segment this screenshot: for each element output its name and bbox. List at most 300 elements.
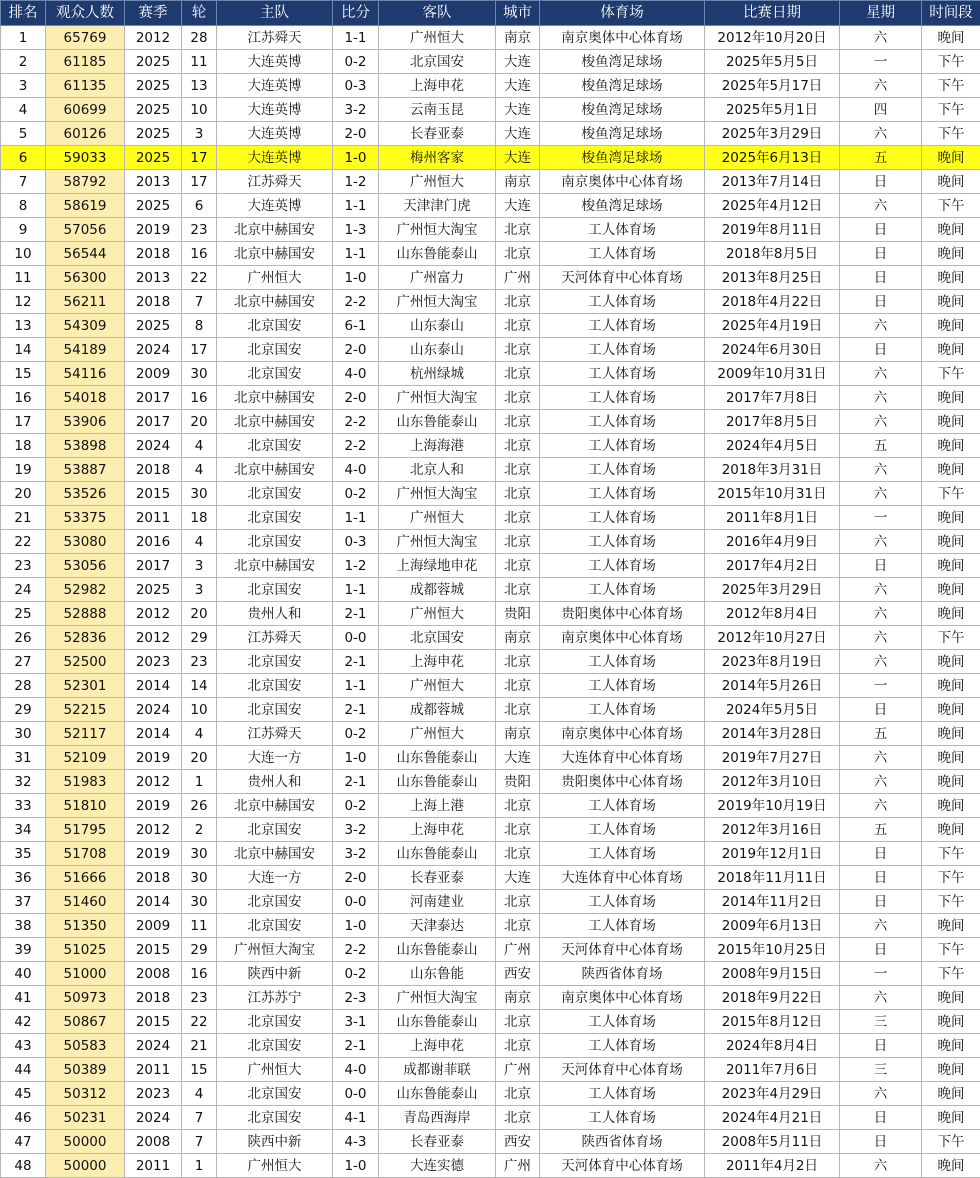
rank-cell[interactable]: 23	[1, 554, 46, 578]
stadium-cell[interactable]: 工人体育场	[540, 650, 705, 674]
round-cell[interactable]: 17	[182, 146, 217, 170]
city-cell[interactable]: 北京	[496, 1010, 540, 1034]
city-cell[interactable]: 大连	[496, 746, 540, 770]
away-team-cell[interactable]: 山东鲁能泰山	[379, 746, 496, 770]
score-cell[interactable]: 3-2	[333, 818, 379, 842]
away-team-cell[interactable]: 北京人和	[379, 458, 496, 482]
rank-cell[interactable]: 24	[1, 578, 46, 602]
weekday-cell[interactable]: 四	[840, 98, 922, 122]
away-team-cell[interactable]: 上海申花	[379, 818, 496, 842]
weekday-cell[interactable]: 六	[840, 914, 922, 938]
season-cell[interactable]: 2017	[125, 554, 182, 578]
score-cell[interactable]: 4-3	[333, 1130, 379, 1154]
time-slot-cell[interactable]: 下午	[922, 890, 980, 914]
date-cell[interactable]: 2012年3月10日	[705, 770, 840, 794]
table-row[interactable]	[1, 218, 980, 242]
round-cell[interactable]: 11	[182, 50, 217, 74]
attendance-cell[interactable]: 54189	[46, 338, 125, 362]
rank-cell[interactable]: 21	[1, 506, 46, 530]
round-cell[interactable]: 13	[182, 74, 217, 98]
attendance-cell[interactable]: 50583	[46, 1034, 125, 1058]
round-cell[interactable]: 4	[182, 1082, 217, 1106]
rank-cell[interactable]: 35	[1, 842, 46, 866]
season-cell[interactable]: 2024	[125, 338, 182, 362]
date-cell[interactable]: 2025年5月17日	[705, 74, 840, 98]
time-slot-cell[interactable]: 晚间	[922, 650, 980, 674]
score-cell[interactable]: 0-0	[333, 890, 379, 914]
attendance-cell[interactable]: 51983	[46, 770, 125, 794]
away-team-cell[interactable]: 长春亚泰	[379, 866, 496, 890]
city-cell[interactable]: 北京	[496, 554, 540, 578]
city-cell[interactable]: 大连	[496, 98, 540, 122]
away-team-cell[interactable]: 广州富力	[379, 266, 496, 290]
col-header-home-team[interactable]: 主队	[217, 1, 333, 26]
stadium-cell[interactable]: 工人体育场	[540, 386, 705, 410]
away-team-cell[interactable]: 天津泰达	[379, 914, 496, 938]
col-header-stadium[interactable]: 体育场	[540, 1, 705, 26]
date-cell[interactable]: 2017年8月5日	[705, 410, 840, 434]
city-cell[interactable]: 广州	[496, 1058, 540, 1082]
date-cell[interactable]: 2011年7月6日	[705, 1058, 840, 1082]
weekday-cell[interactable]: 日	[840, 290, 922, 314]
round-cell[interactable]: 20	[182, 602, 217, 626]
home-team-cell[interactable]: 北京国安	[217, 1034, 333, 1058]
away-team-cell[interactable]: 广州恒大淘宝	[379, 386, 496, 410]
season-cell[interactable]: 2019	[125, 842, 182, 866]
weekday-cell[interactable]: 六	[840, 746, 922, 770]
table-row[interactable]	[1, 890, 980, 914]
score-cell[interactable]: 1-0	[333, 146, 379, 170]
city-cell[interactable]: 北京	[496, 818, 540, 842]
away-team-cell[interactable]: 天津津门虎	[379, 194, 496, 218]
time-slot-cell[interactable]: 晚间	[922, 242, 980, 266]
date-cell[interactable]: 2008年9月15日	[705, 962, 840, 986]
attendance-cell[interactable]: 52836	[46, 626, 125, 650]
home-team-cell[interactable]: 北京国安	[217, 578, 333, 602]
weekday-cell[interactable]: 六	[840, 74, 922, 98]
round-cell[interactable]: 15	[182, 1058, 217, 1082]
season-cell[interactable]: 2025	[125, 98, 182, 122]
away-team-cell[interactable]: 山东鲁能	[379, 962, 496, 986]
round-cell[interactable]: 30	[182, 890, 217, 914]
attendance-cell[interactable]: 61185	[46, 50, 125, 74]
away-team-cell[interactable]: 广州恒大	[379, 674, 496, 698]
home-team-cell[interactable]: 北京中赫国安	[217, 554, 333, 578]
season-cell[interactable]: 2018	[125, 290, 182, 314]
season-cell[interactable]: 2014	[125, 890, 182, 914]
date-cell[interactable]: 2025年5月5日	[705, 50, 840, 74]
attendance-cell[interactable]: 59033	[46, 146, 125, 170]
round-cell[interactable]: 1	[182, 1154, 217, 1178]
weekday-cell[interactable]: 六	[840, 122, 922, 146]
stadium-cell[interactable]: 工人体育场	[540, 698, 705, 722]
stadium-cell[interactable]: 梭鱼湾足球场	[540, 146, 705, 170]
time-slot-cell[interactable]: 晚间	[922, 698, 980, 722]
table-row[interactable]	[1, 194, 980, 218]
away-team-cell[interactable]: 山东鲁能泰山	[379, 938, 496, 962]
score-cell[interactable]: 0-3	[333, 74, 379, 98]
home-team-cell[interactable]: 江苏舜天	[217, 170, 333, 194]
season-cell[interactable]: 2011	[125, 1154, 182, 1178]
score-cell[interactable]: 1-1	[333, 674, 379, 698]
score-cell[interactable]: 2-0	[333, 386, 379, 410]
table-row[interactable]	[1, 50, 980, 74]
date-cell[interactable]: 2019年7月27日	[705, 746, 840, 770]
time-slot-cell[interactable]: 晚间	[922, 506, 980, 530]
time-slot-cell[interactable]: 晚间	[922, 722, 980, 746]
season-cell[interactable]: 2019	[125, 794, 182, 818]
time-slot-cell[interactable]: 下午	[922, 626, 980, 650]
weekday-cell[interactable]: 日	[840, 338, 922, 362]
away-team-cell[interactable]: 云南玉昆	[379, 98, 496, 122]
season-cell[interactable]: 2017	[125, 386, 182, 410]
time-slot-cell[interactable]: 下午	[922, 194, 980, 218]
away-team-cell[interactable]: 上海海港	[379, 434, 496, 458]
weekday-cell[interactable]: 六	[840, 410, 922, 434]
home-team-cell[interactable]: 广州恒大	[217, 1154, 333, 1178]
col-header-away-team[interactable]: 客队	[379, 1, 496, 26]
date-cell[interactable]: 2017年7月8日	[705, 386, 840, 410]
round-cell[interactable]: 3	[182, 578, 217, 602]
weekday-cell[interactable]: 六	[840, 1154, 922, 1178]
round-cell[interactable]: 23	[182, 650, 217, 674]
home-team-cell[interactable]: 北京国安	[217, 698, 333, 722]
weekday-cell[interactable]: 一	[840, 674, 922, 698]
home-team-cell[interactable]: 北京国安	[217, 674, 333, 698]
attendance-cell[interactable]: 65769	[46, 26, 125, 50]
season-cell[interactable]: 2025	[125, 122, 182, 146]
stadium-cell[interactable]: 工人体育场	[540, 218, 705, 242]
away-team-cell[interactable]: 山东鲁能泰山	[379, 1010, 496, 1034]
attendance-cell[interactable]: 50000	[46, 1130, 125, 1154]
table-row[interactable]	[1, 338, 980, 362]
table-row[interactable]	[1, 482, 980, 506]
city-cell[interactable]: 北京	[496, 218, 540, 242]
time-slot-cell[interactable]: 下午	[922, 74, 980, 98]
table-row[interactable]	[1, 554, 980, 578]
home-team-cell[interactable]: 大连英博	[217, 74, 333, 98]
round-cell[interactable]: 11	[182, 914, 217, 938]
home-team-cell[interactable]: 北京国安	[217, 650, 333, 674]
time-slot-cell[interactable]: 晚间	[922, 794, 980, 818]
away-team-cell[interactable]: 山东鲁能泰山	[379, 842, 496, 866]
rank-cell[interactable]: 43	[1, 1034, 46, 1058]
away-team-cell[interactable]: 青岛西海岸	[379, 1106, 496, 1130]
weekday-cell[interactable]: 六	[840, 362, 922, 386]
away-team-cell[interactable]: 山东鲁能泰山	[379, 770, 496, 794]
round-cell[interactable]: 22	[182, 1010, 217, 1034]
time-slot-cell[interactable]: 晚间	[922, 146, 980, 170]
stadium-cell[interactable]: 天河体育中心体育场	[540, 1154, 705, 1178]
col-header-round[interactable]: 轮	[182, 1, 217, 26]
round-cell[interactable]: 16	[182, 386, 217, 410]
date-cell[interactable]: 2011年8月1日	[705, 506, 840, 530]
attendance-cell[interactable]: 56544	[46, 242, 125, 266]
city-cell[interactable]: 北京	[496, 650, 540, 674]
rank-cell[interactable]: 33	[1, 794, 46, 818]
time-slot-cell[interactable]: 晚间	[922, 746, 980, 770]
stadium-cell[interactable]: 工人体育场	[540, 578, 705, 602]
rank-cell[interactable]: 3	[1, 74, 46, 98]
rank-cell[interactable]: 14	[1, 338, 46, 362]
score-cell[interactable]: 0-2	[333, 722, 379, 746]
rank-cell[interactable]: 15	[1, 362, 46, 386]
round-cell[interactable]: 3	[182, 554, 217, 578]
attendance-cell[interactable]: 53887	[46, 458, 125, 482]
rank-cell[interactable]: 26	[1, 626, 46, 650]
season-cell[interactable]: 2018	[125, 242, 182, 266]
round-cell[interactable]: 16	[182, 242, 217, 266]
score-cell[interactable]: 1-1	[333, 194, 379, 218]
date-cell[interactable]: 2024年5月5日	[705, 698, 840, 722]
score-cell[interactable]: 2-1	[333, 1034, 379, 1058]
time-slot-cell[interactable]: 晚间	[922, 554, 980, 578]
stadium-cell[interactable]: 工人体育场	[540, 1010, 705, 1034]
stadium-cell[interactable]: 天河体育中心体育场	[540, 938, 705, 962]
time-slot-cell[interactable]: 晚间	[922, 314, 980, 338]
season-cell[interactable]: 2024	[125, 698, 182, 722]
rank-cell[interactable]: 11	[1, 266, 46, 290]
weekday-cell[interactable]: 六	[840, 578, 922, 602]
attendance-cell[interactable]: 51795	[46, 818, 125, 842]
home-team-cell[interactable]: 北京国安	[217, 338, 333, 362]
round-cell[interactable]: 3	[182, 122, 217, 146]
season-cell[interactable]: 2012	[125, 818, 182, 842]
city-cell[interactable]: 贵阳	[496, 770, 540, 794]
stadium-cell[interactable]: 贵阳奥体中心体育场	[540, 602, 705, 626]
rank-cell[interactable]: 28	[1, 674, 46, 698]
date-cell[interactable]: 2009年10月31日	[705, 362, 840, 386]
rank-cell[interactable]: 39	[1, 938, 46, 962]
city-cell[interactable]: 北京	[496, 674, 540, 698]
season-cell[interactable]: 2018	[125, 866, 182, 890]
stadium-cell[interactable]: 梭鱼湾足球场	[540, 194, 705, 218]
season-cell[interactable]: 2015	[125, 482, 182, 506]
score-cell[interactable]: 4-0	[333, 1058, 379, 1082]
table-row[interactable]	[1, 74, 980, 98]
stadium-cell[interactable]: 天河体育中心体育场	[540, 1058, 705, 1082]
round-cell[interactable]: 17	[182, 338, 217, 362]
table-row[interactable]	[1, 698, 980, 722]
rank-cell[interactable]: 37	[1, 890, 46, 914]
score-cell[interactable]: 0-2	[333, 482, 379, 506]
stadium-cell[interactable]: 工人体育场	[540, 1082, 705, 1106]
time-slot-cell[interactable]: 下午	[922, 122, 980, 146]
score-cell[interactable]: 2-0	[333, 866, 379, 890]
score-cell[interactable]: 4-0	[333, 362, 379, 386]
time-slot-cell[interactable]: 下午	[922, 1130, 980, 1154]
city-cell[interactable]: 北京	[496, 314, 540, 338]
season-cell[interactable]: 2011	[125, 1058, 182, 1082]
col-header-weekday[interactable]: 星期	[840, 1, 922, 26]
table-row[interactable]	[1, 1106, 980, 1130]
city-cell[interactable]: 西安	[496, 962, 540, 986]
city-cell[interactable]: 大连	[496, 74, 540, 98]
weekday-cell[interactable]: 日	[840, 266, 922, 290]
table-row[interactable]	[1, 458, 980, 482]
season-cell[interactable]: 2024	[125, 1034, 182, 1058]
attendance-cell[interactable]: 53375	[46, 506, 125, 530]
attendance-cell[interactable]: 56211	[46, 290, 125, 314]
stadium-cell[interactable]: 工人体育场	[540, 674, 705, 698]
attendance-cell[interactable]: 52500	[46, 650, 125, 674]
rank-cell[interactable]: 41	[1, 986, 46, 1010]
attendance-cell[interactable]: 53080	[46, 530, 125, 554]
time-slot-cell[interactable]: 晚间	[922, 170, 980, 194]
table-row[interactable]	[1, 962, 980, 986]
table-row[interactable]	[1, 770, 980, 794]
stadium-cell[interactable]: 工人体育场	[540, 338, 705, 362]
attendance-cell[interactable]: 53906	[46, 410, 125, 434]
rank-cell[interactable]: 27	[1, 650, 46, 674]
rank-cell[interactable]: 34	[1, 818, 46, 842]
stadium-cell[interactable]: 南京奥体中心体育场	[540, 986, 705, 1010]
date-cell[interactable]: 2014年5月26日	[705, 674, 840, 698]
round-cell[interactable]: 23	[182, 218, 217, 242]
date-cell[interactable]: 2011年4月2日	[705, 1154, 840, 1178]
score-cell[interactable]: 0-2	[333, 50, 379, 74]
weekday-cell[interactable]: 日	[840, 218, 922, 242]
time-slot-cell[interactable]: 晚间	[922, 578, 980, 602]
weekday-cell[interactable]: 一	[840, 962, 922, 986]
city-cell[interactable]: 北京	[496, 482, 540, 506]
home-team-cell[interactable]: 陕西中新	[217, 962, 333, 986]
table-row[interactable]	[1, 290, 980, 314]
date-cell[interactable]: 2025年6月13日	[705, 146, 840, 170]
rank-cell[interactable]: 46	[1, 1106, 46, 1130]
season-cell[interactable]: 2025	[125, 194, 182, 218]
score-cell[interactable]: 1-2	[333, 170, 379, 194]
city-cell[interactable]: 北京	[496, 434, 540, 458]
season-cell[interactable]: 2008	[125, 1130, 182, 1154]
round-cell[interactable]: 29	[182, 938, 217, 962]
date-cell[interactable]: 2008年5月11日	[705, 1130, 840, 1154]
season-cell[interactable]: 2024	[125, 434, 182, 458]
season-cell[interactable]: 2014	[125, 674, 182, 698]
away-team-cell[interactable]: 成都蓉城	[379, 698, 496, 722]
season-cell[interactable]: 2017	[125, 410, 182, 434]
weekday-cell[interactable]: 六	[840, 602, 922, 626]
city-cell[interactable]: 北京	[496, 698, 540, 722]
attendance-cell[interactable]: 52888	[46, 602, 125, 626]
time-slot-cell[interactable]: 晚间	[922, 434, 980, 458]
attendance-cell[interactable]: 51666	[46, 866, 125, 890]
season-cell[interactable]: 2023	[125, 650, 182, 674]
score-cell[interactable]: 2-2	[333, 290, 379, 314]
home-team-cell[interactable]: 北京国安	[217, 434, 333, 458]
home-team-cell[interactable]: 北京中赫国安	[217, 842, 333, 866]
table-row[interactable]	[1, 866, 980, 890]
home-team-cell[interactable]: 江苏苏宁	[217, 986, 333, 1010]
home-team-cell[interactable]: 北京国安	[217, 1082, 333, 1106]
time-slot-cell[interactable]: 晚间	[922, 1082, 980, 1106]
attendance-cell[interactable]: 51000	[46, 962, 125, 986]
stadium-cell[interactable]: 工人体育场	[540, 1106, 705, 1130]
time-slot-cell[interactable]: 下午	[922, 362, 980, 386]
rank-cell[interactable]: 8	[1, 194, 46, 218]
round-cell[interactable]: 18	[182, 506, 217, 530]
score-cell[interactable]: 0-2	[333, 794, 379, 818]
score-cell[interactable]: 1-1	[333, 506, 379, 530]
stadium-cell[interactable]: 工人体育场	[540, 362, 705, 386]
col-header-season[interactable]: 赛季	[125, 1, 182, 26]
city-cell[interactable]: 广州	[496, 938, 540, 962]
weekday-cell[interactable]: 六	[840, 794, 922, 818]
rank-cell[interactable]: 38	[1, 914, 46, 938]
city-cell[interactable]: 广州	[496, 266, 540, 290]
score-cell[interactable]: 4-1	[333, 1106, 379, 1130]
rank-cell[interactable]: 17	[1, 410, 46, 434]
attendance-cell[interactable]: 53056	[46, 554, 125, 578]
weekday-cell[interactable]: 六	[840, 530, 922, 554]
date-cell[interactable]: 2025年3月29日	[705, 122, 840, 146]
home-team-cell[interactable]: 江苏舜天	[217, 626, 333, 650]
score-cell[interactable]: 2-1	[333, 602, 379, 626]
date-cell[interactable]: 2024年4月21日	[705, 1106, 840, 1130]
table-row[interactable]	[1, 1082, 980, 1106]
rank-cell[interactable]: 40	[1, 962, 46, 986]
rank-cell[interactable]: 13	[1, 314, 46, 338]
time-slot-cell[interactable]: 下午	[922, 866, 980, 890]
rank-cell[interactable]: 22	[1, 530, 46, 554]
attendance-cell[interactable]: 52117	[46, 722, 125, 746]
away-team-cell[interactable]: 上海申花	[379, 1034, 496, 1058]
home-team-cell[interactable]: 北京中赫国安	[217, 242, 333, 266]
home-team-cell[interactable]: 江苏舜天	[217, 722, 333, 746]
table-row[interactable]	[1, 1034, 980, 1058]
time-slot-cell[interactable]: 下午	[922, 482, 980, 506]
time-slot-cell[interactable]: 下午	[922, 98, 980, 122]
score-cell[interactable]: 4-0	[333, 458, 379, 482]
score-cell[interactable]: 0-3	[333, 530, 379, 554]
table-row[interactable]	[1, 626, 980, 650]
date-cell[interactable]: 2025年4月12日	[705, 194, 840, 218]
city-cell[interactable]: 北京	[496, 1106, 540, 1130]
date-cell[interactable]: 2009年6月13日	[705, 914, 840, 938]
weekday-cell[interactable]: 六	[840, 482, 922, 506]
city-cell[interactable]: 北京	[496, 1034, 540, 1058]
date-cell[interactable]: 2016年4月9日	[705, 530, 840, 554]
score-cell[interactable]: 1-0	[333, 266, 379, 290]
round-cell[interactable]: 21	[182, 1034, 217, 1058]
date-cell[interactable]: 2015年10月31日	[705, 482, 840, 506]
city-cell[interactable]: 西安	[496, 1130, 540, 1154]
home-team-cell[interactable]: 贵州人和	[217, 770, 333, 794]
rank-cell[interactable]: 16	[1, 386, 46, 410]
date-cell[interactable]: 2012年10月20日	[705, 26, 840, 50]
rank-cell[interactable]: 19	[1, 458, 46, 482]
date-cell[interactable]: 2024年8月4日	[705, 1034, 840, 1058]
city-cell[interactable]: 北京	[496, 362, 540, 386]
time-slot-cell[interactable]: 晚间	[922, 458, 980, 482]
rank-cell[interactable]: 29	[1, 698, 46, 722]
round-cell[interactable]: 30	[182, 362, 217, 386]
stadium-cell[interactable]: 工人体育场	[540, 410, 705, 434]
score-cell[interactable]: 3-1	[333, 1010, 379, 1034]
attendance-cell[interactable]: 50312	[46, 1082, 125, 1106]
round-cell[interactable]: 7	[182, 1130, 217, 1154]
score-cell[interactable]: 0-0	[333, 1082, 379, 1106]
away-team-cell[interactable]: 广州恒大	[379, 722, 496, 746]
attendance-cell[interactable]: 52215	[46, 698, 125, 722]
season-cell[interactable]: 2025	[125, 50, 182, 74]
weekday-cell[interactable]: 日	[840, 890, 922, 914]
away-team-cell[interactable]: 山东鲁能泰山	[379, 242, 496, 266]
round-cell[interactable]: 2	[182, 818, 217, 842]
stadium-cell[interactable]: 陕西省体育场	[540, 962, 705, 986]
date-cell[interactable]: 2025年3月29日	[705, 578, 840, 602]
table-row[interactable]	[1, 1010, 980, 1034]
